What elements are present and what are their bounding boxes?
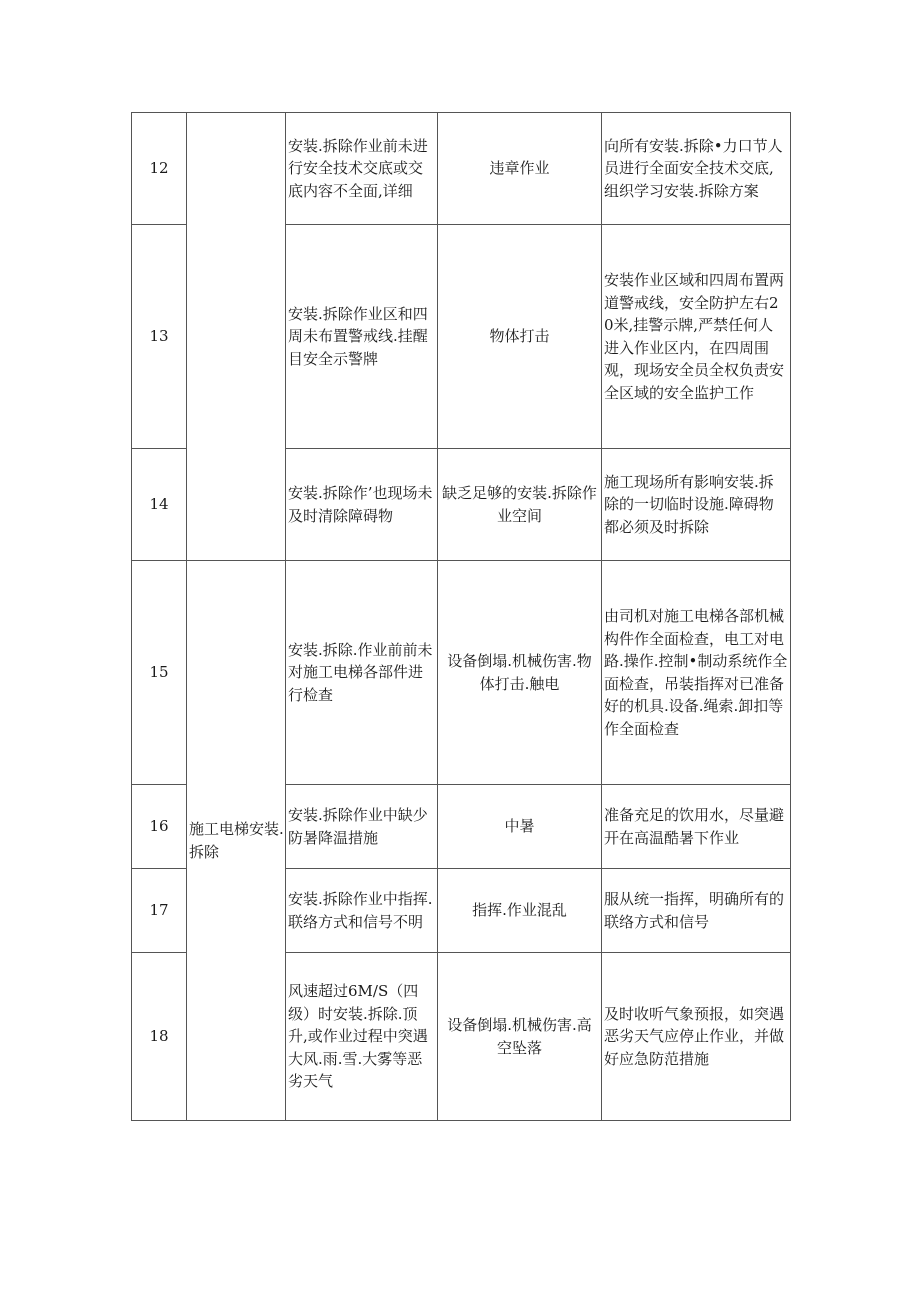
control-measure: 准备充足的饮用水，尽量避开在高温酷暑下作业 <box>602 785 791 869</box>
risk-table <box>131 112 791 1121</box>
control-measure: 服从统一指挥，明确所有的联络方式和信号 <box>602 869 791 953</box>
category-cell-empty <box>187 113 286 561</box>
risk-condition: 安装.拆除作业区和四周未布置警戒线.挂醒目安全示警牌 <box>286 225 438 449</box>
row-number: 15 <box>132 561 187 785</box>
table-row <box>132 561 791 785</box>
row-number: 12 <box>132 113 187 225</box>
category-cell: 施工电梯安装.拆除 <box>187 561 286 1121</box>
hazard-type: 指挥.作业混乱 <box>438 869 602 953</box>
control-measure: 由司机对施工电梯各部机械构件作全面检查，电工对电路.操作.控制•制动系统作全面检查，吊装指挥对已准备好的机具.设备.绳索.卸扣等作全面检查 <box>602 561 791 785</box>
row-number: 14 <box>132 449 187 561</box>
row-number: 18 <box>132 953 187 1121</box>
risk-condition: 安装.拆除作’也现场未及时清除障碍物 <box>286 449 438 561</box>
control-measure: 安装作业区域和四周布置两道警戒线，安全防护左右20米,挂警示牌,严禁任何人进入作业区内，在四周围观，现场安全员全权负责安全区域的安全监护工作 <box>602 225 791 449</box>
risk-condition: 风速超过6M/S（四级）时安装.拆除.顶升,或作业过程中突遇大风.雨.雪.大雾等恶劣天气 <box>286 953 438 1121</box>
row-number: 13 <box>132 225 187 449</box>
row-number: 17 <box>132 869 187 953</box>
control-measure: 施工现场所有影响安装.拆除的一切临时设施.障碍物都必须及时拆除 <box>602 449 791 561</box>
control-measure: 及时收听气象预报，如突遇恶劣天气应停止作业，并做好应急防范措施 <box>602 953 791 1121</box>
table-row <box>132 113 791 225</box>
risk-condition: 安装.拆除作业前未进行安全技术交底或交底内容不全面,详细 <box>286 113 438 225</box>
hazard-type: 违章作业 <box>438 113 602 225</box>
risk-condition: 安装.拆除作业中缺少防暑降温措施 <box>286 785 438 869</box>
hazard-type: 缺乏足够的安装.拆除作业空间 <box>438 449 602 561</box>
row-number: 16 <box>132 785 187 869</box>
risk-condition: 安装.拆除.作业前前未对施工电梯各部件进行检查 <box>286 561 438 785</box>
hazard-type: 设备倒塌.机械伤害.物体打击.触电 <box>438 561 602 785</box>
risk-condition: 安装.拆除作业中指挥.联络方式和信号不明 <box>286 869 438 953</box>
hazard-type: 中暑 <box>438 785 602 869</box>
hazard-type: 设备倒塌.机械伤害.高空坠落 <box>438 953 602 1121</box>
hazard-type: 物体打击 <box>438 225 602 449</box>
control-measure: 向所有安装.拆除•力口节人员进行全面安全技术交底,组织学习安装.拆除方案 <box>602 113 791 225</box>
